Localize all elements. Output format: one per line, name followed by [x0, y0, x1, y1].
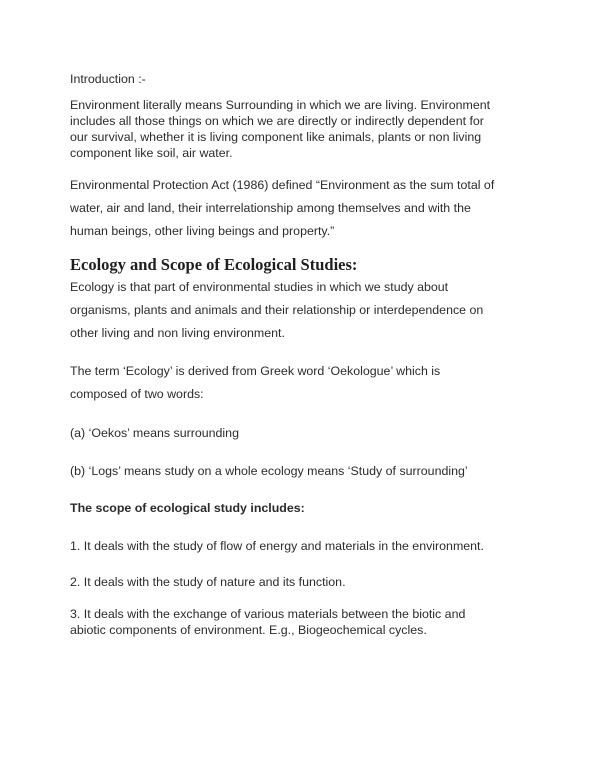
scope-item-3-line: 3. It deals with the exchange of various materials between the biotic and [70, 607, 466, 621]
intro-line: Environment literally means Surrounding in which we are living. Environment [70, 98, 491, 112]
scope-item-3-line: abiotic components of environment. E.g., Biogeochemical cycles. [70, 623, 427, 637]
intro-line: includes all those things on which we are directly or indirectly dependent for [70, 114, 484, 128]
act-paragraph [70, 174, 494, 243]
ecology-line: organisms, plants and animals and their relationship or interdependence on [70, 303, 484, 317]
ecology-line: Ecology is that part of environmental studies in which we study about [70, 280, 449, 294]
item-b: (b) ‘Logs’ means study on a whole ecology means ‘Study of surrounding’ [70, 464, 468, 478]
term-line: composed of two words: [70, 387, 204, 401]
intro-line: our survival, whether it is living component like animals, plants or non living [70, 130, 482, 144]
section-heading: Ecology and Scope of Ecological Studies: [70, 255, 358, 274]
scope-heading: The scope of ecological study includes: [70, 501, 305, 515]
ecology-paragraph [70, 276, 483, 345]
act-line: Environmental Protection Act (1986) defined “Environment as the sum total of [70, 178, 495, 192]
intro-label: Introduction :- [70, 72, 146, 86]
intro-paragraph [70, 97, 490, 161]
intro-line: component like soil, air water. [70, 146, 233, 160]
scope-item-1: 1. It deals with the study of flow of energy and materials in the environment. [70, 539, 484, 553]
ecology-line: other living and non living environment. [70, 326, 285, 340]
term-line: The term ‘Ecology’ is derived from Greek word ‘Oekologue’ which is [70, 364, 441, 378]
term-paragraph [70, 360, 440, 406]
scope-item-2: 2. It deals with the study of nature and its function. [70, 575, 346, 589]
scope-item-3 [70, 606, 465, 638]
act-line: water, air and land, their interrelationship among themselves and with the [70, 201, 471, 215]
act-line: human beings, other living beings and property.” [70, 224, 335, 238]
item-a: (a) ‘Oekos’ means surrounding [70, 426, 239, 440]
